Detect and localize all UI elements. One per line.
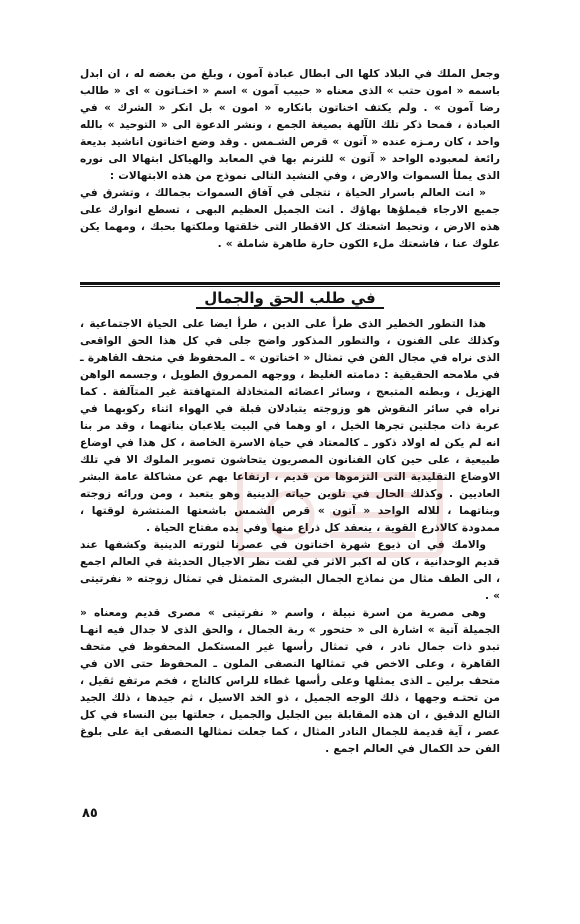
heading-rule [80,282,500,287]
paragraph: هذا التطور الخطير الذى طرأ على الدين ، طرأ ايضا على الحياة الاجتماعية ، وكذلك على الفنون ، والتطور المذكور واضح جلى في كل هذا الحق الواقعى الذى نراه في مجال الفن في تمثال « اخناتون » ـ المحفوظ في متحف القاهرة ـ في ملامحه الحقيقية : دمامته الغليظ ، ووجهه الممروق الطويل ، وجسمه الواهن الهزيل ، وبطنه المتبعج ، وسائر اعضائه المتخاذلة المتهافتة غير المتآلفة . كما نراه في سائر النقوش هو وزوجته يتبادلان قبلة في الهواء اثناء ركوبهما في عربة ذات مجلتين تجرها الخيل ، او وهما في البيت يلاعبان بناتهما ، وقد مر بنا انه لم يكن له اولاد ذكور ـ كالمعتاد في حياة الاسرة الخاصة ، كل هذا في اوضاع طبيعية ، على حين كان الفنانون المصريون يتحاشون تصوير الملوك الا في تلك الاوضاع التقليدية التى التزموها من قديم ، ارتفاعا بهم عن مشاكلة عامة البشر العاديين . وكذلك الحال في تلوين حياته الدينية وهو يتعبد ، ومن ورائه زوجته وبناتهما ، للاله الواحد « آتون » قرص الشمس باشعتها المنتشرة لوقتها ، ممدودة كالاذرع القوية ، ينعقد كل ذراع منها وفي يده مفتاح الحياة . [80,318,500,534]
hymn-paragraph: « انت العالم باسرار الحياة ، تتجلى في آفاق السموات بجمالك ، وتشرق في جميع الارجاء فيملؤها بهاؤك . انت الجميل العظيم البهى ، تسطع انوارك على هذه الارض ، وتحيط اشعتك كل الاقطار التى خلقتها وملكتها بحبك ، ومهما يكن علوك عنا ، فاشعتك ملء الكون حارة طاهرة شاملة » . [80,187,500,250]
paragraph: وجعل الملك في البلاد كلها الى ابطال عبادة آمون ، وبلغ من بغضه له ، ان ابدل باسمه « امون حتب » الذى معناه « حبيب آمون » اسم « اخنـاتون » اى « طالب رضا آمون » . ولم يكتف اخناتون بانكاره « امون » بل انكر « الشرك » في العبادة ، فمحا ذكر تلك الآلهة بصيغة الجمع ، ونشر الدعوة الى « التوحيد » بالله واحد ، كان رمـزه عنده « آتون » قرص الشـمس . وقد وضع اخناتون اناشيد بديعة رائعة لمعبوده الواحد « آتون » للترنم بها في المعابد والهياكل ابتهالا الى نوره الذى يملأ السموات والارض ، وفي النشيد التالى نموذج من هذه الابتهالات : [80,68,500,182]
paragraph: وهى مصرية من اسرة نبيلة ، واسم « نفرتيتى » مصرى قديم ومعناه « الجميلة آتية » اشارة الى « حتحور » ربة الجمال ، والحق الذى لا جدال فيه انهـا تبدو ذات جمال نادر ، في تمثال رأسها غير المستكمل المحفوظ في متحف القاهرة ، وعلى الاخص في تمثالها النصفى الملون ـ المحفوظ حتى الان في متحف برلين ـ الذى يمثلها وعلى رأسها غطاء للراس كالتاج ، فخم مرتفع ثقيل ، من تحتـه وجهها ، ذلك الوجه الجميل ، ذو الخد الاسيل ، ثم جيدها ، ذلك الجيد التالع الدقيق ، ان هذه المقابلة بين الجليل والجميل ، جعلتها بين النساء في كل عصر ، آية قديمة للجمال النادر المثال ، كما جعلت تمثالها النصفى اية على بلوغ الفن حد الكمال في العالم اجمع . [80,607,500,755]
section-heading [80,282,500,312]
top-text-block [80,66,500,253]
page-number: ٨٥ [82,806,98,821]
paragraph: والامك في ان ذيوع شهرة اخناتون في عصرنا لثورته الدينية وكشفها عند قديم الوحدانية ، كان له اكبر الاثر في لفت نظر الاجيال الحديثة في العالم اجمع ، الى الطف مثال من نماذج الجمال البشرى المتمثل في تمثال زوجته « نفرتيتى » . [80,539,500,602]
bottom-text-block [80,316,500,758]
section-title: في طلب الحق والجمال [196,289,384,309]
